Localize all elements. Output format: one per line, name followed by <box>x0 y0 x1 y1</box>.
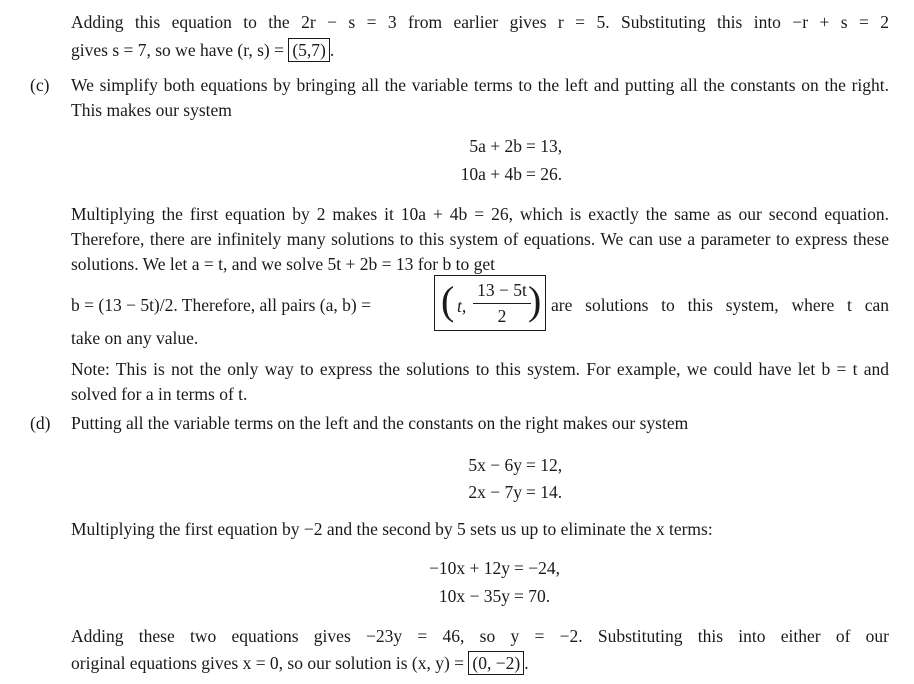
eq-c1-rhs: = 13, <box>526 136 563 156</box>
intro-line-1: Adding this equation to the 2r − s = 3 from earlier gives r = 5. Substituting this into −r + s = 2 <box>71 12 889 32</box>
eq-c2-rhs: = 26. <box>526 164 563 184</box>
part-d-mult: Multiplying the first equation by −2 and the second by 5 sets us up to eliminate the x terms: <box>71 519 713 539</box>
answer-box-rs: (5,7) <box>288 38 330 62</box>
part-c-para: Multiplying the first equation by 2 makes it 10a + 4b = 26, which is exactly the same as our second equation. Therefore, there are infinitely many solutions to this system of equations. We can use a parameter to express these solutions. We let a = t, and we solve 5t + 2b = 13 for b to get <box>71 204 889 274</box>
part-c-pairs-pre: b = (13 − 5t)/2. Therefore, all pairs (a, b) = <box>71 295 371 315</box>
eq-d3-rhs: = −24, <box>514 558 560 578</box>
part-c-label: (c) <box>30 75 50 95</box>
right-paren: ) <box>528 278 542 323</box>
answer-box-xy: (0, −2) <box>468 651 524 675</box>
eq-c1-lhs: 5a + 2b <box>469 136 522 156</box>
part-c-lead: We simplify both equations by bringing all the variable terms to the left and putting all the constants on the right. This makes our system <box>71 75 889 120</box>
part-d-final-text: original equations gives x = 0, so our solution is (x, y) = <box>71 653 465 673</box>
answer-box-parametric <box>434 275 546 331</box>
eq-d4-rhs: = 70. <box>514 586 551 606</box>
eq-d1-rhs: = 12, <box>526 455 563 475</box>
final-period: . <box>524 653 529 673</box>
eq-d2-lhs: 2x − 7y <box>468 482 522 502</box>
eq-d3-lhs: −10x + 12y <box>429 558 510 578</box>
part-d-lead: Putting all the variable terms on the left and the constants on the right makes our system <box>71 413 689 433</box>
eq-d2-rhs: = 14. <box>526 482 563 502</box>
part-c-pairs-end: take on any value. <box>71 328 199 348</box>
eq-d4-lhs: 10x − 35y <box>438 586 510 606</box>
part-d-final-line-2 <box>71 651 889 676</box>
box-t: t, <box>457 296 467 316</box>
part-d-label: (d) <box>30 413 51 433</box>
intro-line-2 <box>71 38 889 63</box>
intro-line-2-text: gives s = 7, so we have (r, s) = <box>71 40 284 60</box>
eq-d1-lhs: 5x − 6y <box>468 455 522 475</box>
fraction-numerator: 13 − 5t <box>477 280 527 300</box>
intro-period: . <box>329 40 335 60</box>
part-c-note: Note: This is not the only way to express the solutions to this system. For example, we could have let b = t and solved for a in terms of t. <box>71 359 889 404</box>
part-c-pairs-post: are solutions to this system, where t can <box>551 295 889 315</box>
left-paren: ( <box>441 278 455 323</box>
eq-c2-lhs: 10a + 4b <box>460 164 522 184</box>
fraction-denominator: 2 <box>497 306 507 326</box>
part-d-final-line-1: Adding these two equations gives −23y = 46, so y = −2. Substituting this into either of our <box>71 626 889 646</box>
